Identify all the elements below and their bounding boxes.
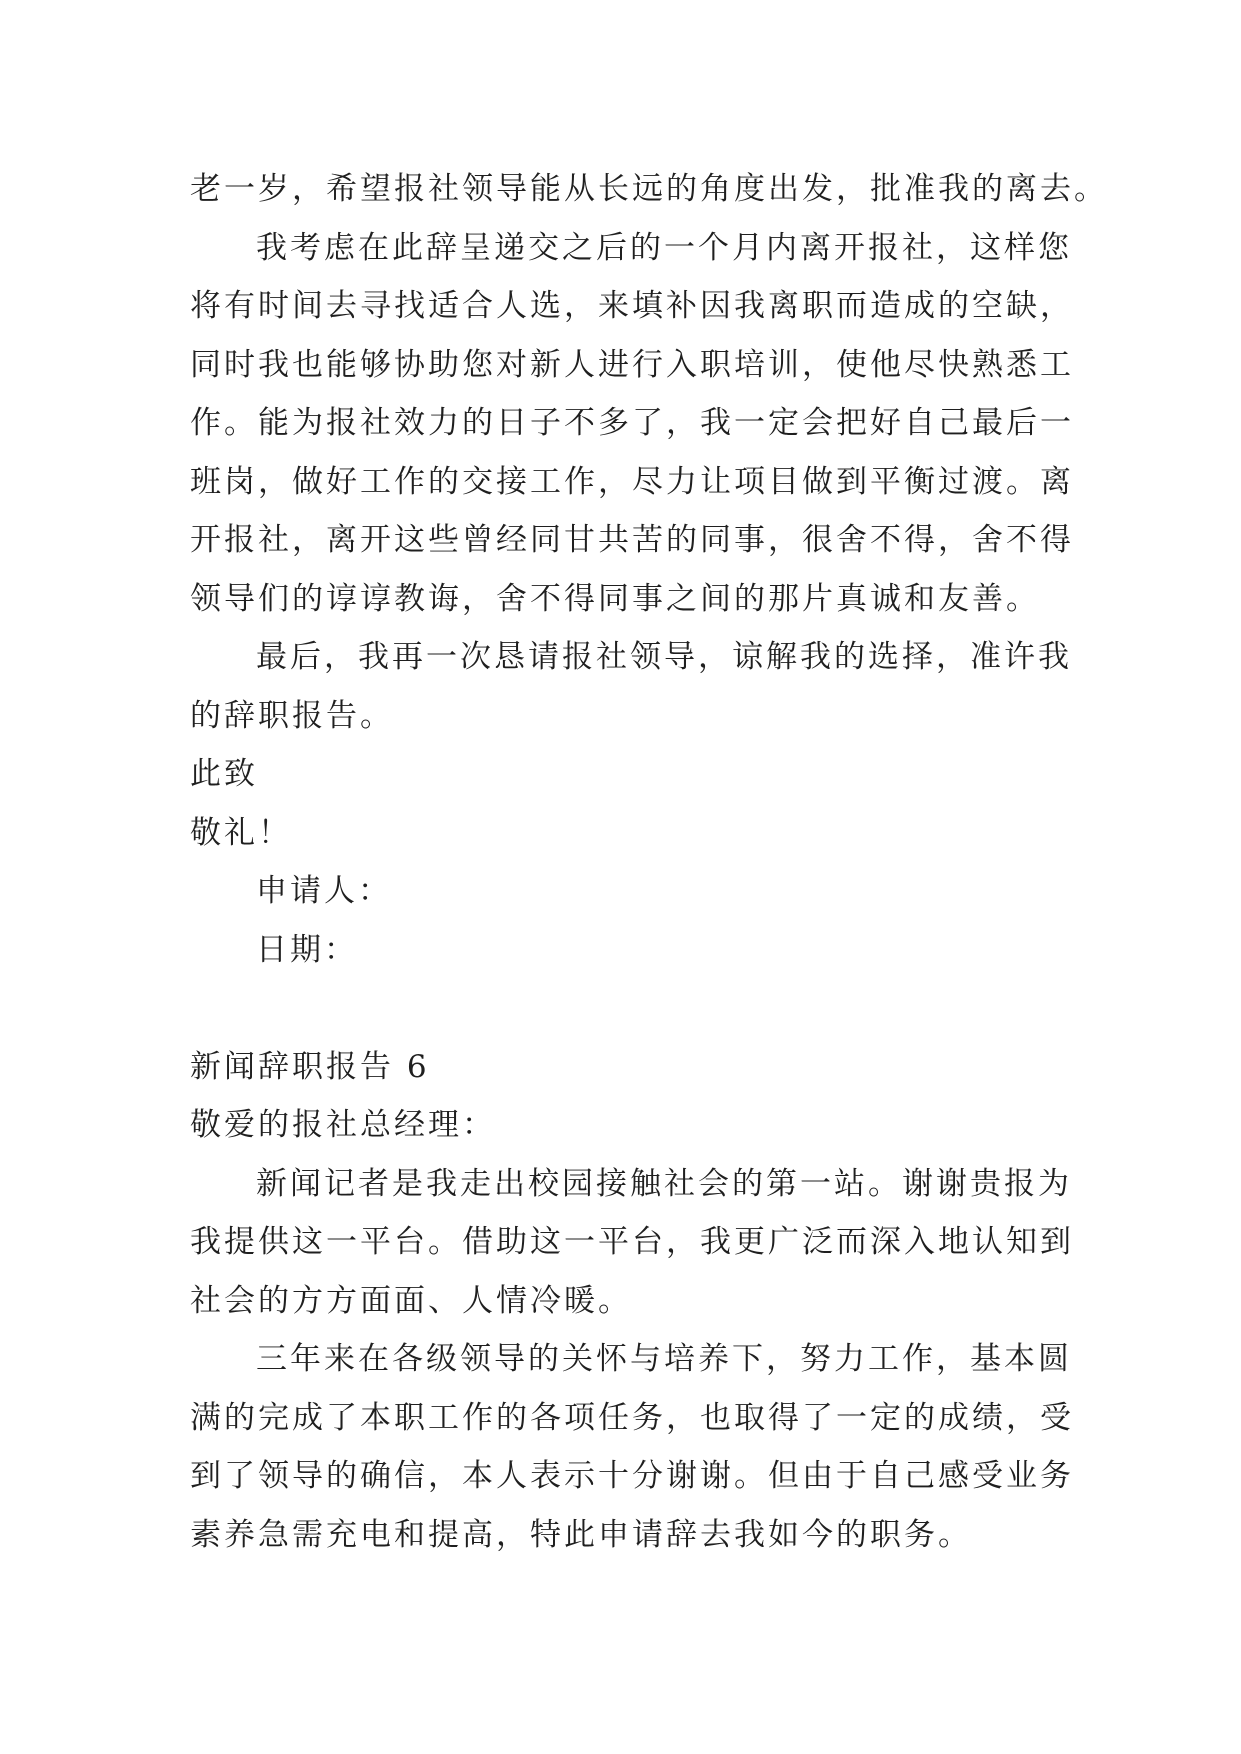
paragraph-line: 素养急需充电和提高，特此申请辞去我如今的职务。 xyxy=(190,1516,972,1553)
paragraph-line: 新闻记者是我走出校园接触社会的第一站。谢谢贵报为 xyxy=(256,1165,1072,1202)
paragraph-line: 领导们的谆谆教诲，舍不得同事之间的那片真诚和友善。 xyxy=(190,580,1040,617)
paragraph-line: 将有时间去寻找适合人选，来填补因我离职而造成的空缺， xyxy=(190,288,1074,324)
paragraph-line: 我提供这一平台。借助这一平台，我更广泛而深入地认知到 xyxy=(190,1224,1074,1260)
paragraph-line: 开报社，离开这些曾经同甘共苦的同事，很舍不得，舍不得 xyxy=(190,522,1074,558)
paragraph-line: 满的完成了本职工作的各项任务，也取得了一定的成绩，受 xyxy=(190,1399,1074,1436)
date-label: 日期： xyxy=(256,931,358,968)
paragraph-line: 我考虑在此辞呈递交之后的一个月内离开报社，这样您 xyxy=(256,229,1072,266)
paragraph-line: 的辞职报告。 xyxy=(190,697,394,734)
salutation: 敬爱的报社总经理： xyxy=(190,1107,496,1143)
paragraph-line: 三年来在各级领导的关怀与培养下，努力工作，基本圆 xyxy=(256,1341,1072,1377)
applicant-label: 申请人： xyxy=(256,873,392,909)
paragraph-line: 老一岁，希望报社领导能从长远的角度出发，批准我的离去。 xyxy=(190,171,1108,207)
paragraph-line: 最后，我再一次恳请报社领导，谅解我的选择，准许我 xyxy=(256,639,1072,675)
paragraph-line: 到了领导的确信，本人表示十分谢谢。但由于自己感受业务 xyxy=(190,1458,1074,1494)
closing-salute: 敬礼！ xyxy=(190,814,292,851)
spacer xyxy=(190,979,1070,1038)
document-body xyxy=(190,160,1108,1564)
paragraph-line: 作。能为报社效力的日子不多了，我一定会把好自己最后一 xyxy=(190,405,1074,441)
section-title: 新闻辞职报告 6 xyxy=(190,1048,430,1085)
closing-greeting: 此致 xyxy=(190,756,258,792)
paragraph-line: 社会的方方面面、人情冷暖。 xyxy=(190,1282,632,1319)
paragraph-line: 同时我也能够协助您对新人进行入职培训，使他尽快熟悉工 xyxy=(190,346,1074,383)
paragraph-line: 班岗，做好工作的交接工作，尽力让项目做到平衡过渡。离 xyxy=(190,463,1074,500)
